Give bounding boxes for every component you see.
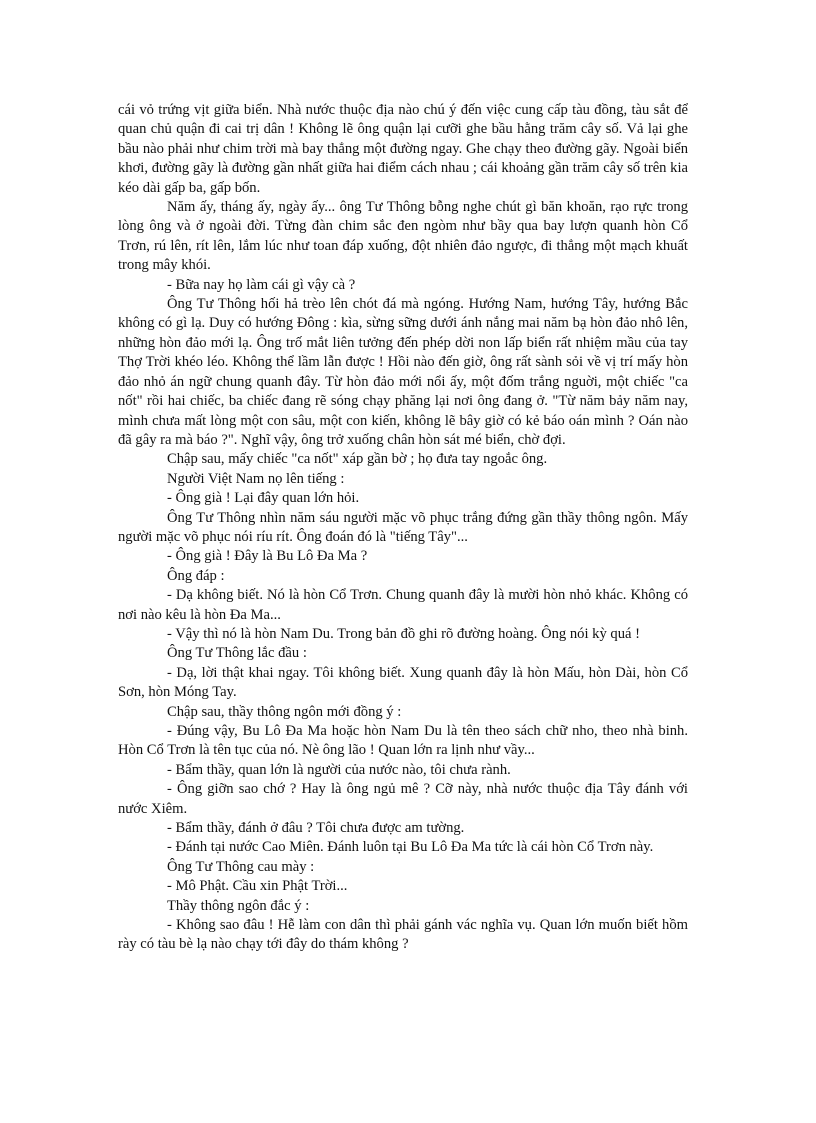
paragraph: Ông Tư Thông nhìn năm sáu người mặc võ phục trắng đứng gần thầy thông ngôn. Mấy người mặc võ phục nói ríu rít. Ông đoán đó là "tiếng Tây"... bbox=[118, 509, 688, 545]
paragraph: - Bẩm thầy, đánh ở đâu ? Tôi chưa được am tường. bbox=[167, 820, 465, 837]
paragraph: - Vậy thì nó là hòn Nam Du. Trong bản đồ ghi rõ đường hoàng. Ông nói kỳ quá ! bbox=[167, 625, 640, 642]
paragraph: Ông Tư Thông cau mày : bbox=[167, 858, 315, 875]
paragraph: Thầy thông ngôn đắc ý : bbox=[167, 897, 310, 914]
paragraph: Ông đáp : bbox=[167, 567, 225, 584]
paragraph: - Dạ, lời thật khai ngay. Tôi không biết. Xung quanh đây là hòn Mấu, hòn Dài, hòn Cổ Sơn, hòn Móng Tay. bbox=[118, 664, 688, 701]
paragraph: Chập sau, thầy thông ngôn mới đồng ý : bbox=[167, 703, 402, 720]
paragraph: Chập sau, mấy chiếc "ca nốt" xáp gần bờ ; họ đưa tay ngoắc ông. bbox=[167, 451, 548, 468]
paragraph: - Đúng vậy, Bu Lô Đa Ma hoặc hòn Nam Du là tên theo sách chữ nho, theo nhà binh. Hòn Cổ Trơn là tên tục của nó. Nè ông lão ! Quan lớn ra lịnh như vầy... bbox=[118, 723, 688, 759]
paragraph: - Ông già ! Đây là Bu Lô Đa Ma ? bbox=[167, 548, 368, 565]
document-page bbox=[118, 101, 688, 955]
paragraph: - Không sao đâu ! Hễ làm con dân thì phải gánh vác nghĩa vụ. Quan lớn muốn biết hồm rày có tàu bè lạ nào chạy tới đây do thám không ? bbox=[118, 917, 688, 953]
paragraph: Năm ấy, tháng ấy, ngày ấy... ông Tư Thông bỗng nghe chút gì băn khoăn, rạo rực trong lòng ông và ở ngoài đời. Từng đàn chim sắc đen ngòm như bầy qua bay lượn quanh hòn Cổ Trơn, rú lên, rít lên, lắm lúc như toan đáp xuống, đột nhiên đảo ngược, đi thẳng một mạch khuất trong mây khói. bbox=[118, 199, 688, 274]
paragraph: - Bẩm thầy, quan lớn là người của nước nào, tôi chưa rành. bbox=[167, 761, 511, 778]
paragraph: - Đánh tại nước Cao Miên. Đánh luôn tại Bu Lô Đa Ma tức là cái hòn Cổ Trơn này. bbox=[167, 839, 654, 856]
paragraph: Ông Tư Thông lắc đầu : bbox=[167, 645, 307, 662]
paragraph: - Bữa nay họ làm cái gì vậy cà ? bbox=[167, 276, 356, 293]
paragraph: - Dạ không biết. Nó là hòn Cổ Trơn. Chung quanh đây là mười hòn nhỏ khác. Không có nơi nào kêu là hòn Đa Ma... bbox=[118, 587, 688, 623]
paragraph: - Mô Phật. Cầu xin Phật Trời... bbox=[167, 878, 348, 895]
paragraph: Ông Tư Thông hối hả trèo lên chót đá mà ngóng. Hướng Nam, hướng Tây, hướng Bắc không có gì lạ. Duy có hướng Đông : kìa, sừng sững dưới ánh nắng mai năm bạ hòn đảo nhô lên, những hòn đảo mới lạ. Ông trố mắt liên tưởng đến phép dời non lấp biển rất nhiệm mầu của tay Thợ Trời khéo léo. Không thể lầm lẫn được ! Hồi nào đến giờ, ông rất sành sỏi về vị trí mấy hòn đảo nhỏ án ngữ chung quanh đây. Từ hòn đảo mới nổi ấy, một đốm trắng nguời, một chiếc "ca nốt" rồi hai chiếc, ba chiếc đang rẽ sóng chạy phăng lại nơi ông đang ở. "Từ năm bảy năm nay, mình chưa mất lòng một con sâu, một con kiến, không lẽ bây giờ có kẻ báo oán mình ? Oán nào đã gây ra mà báo ?". Nghĩ vậy, ông trở xuống chân hòn sát mé biển, chờ đợi. bbox=[118, 296, 688, 448]
paragraph: Người Việt Nam nọ lên tiếng : bbox=[167, 470, 345, 487]
paragraph: cái vỏ trứng vịt giữa biển. Nhà nước thuộc địa nào chú ý đến việc cung cấp tàu đồng, tàu sắt để quan chủ quận đi cai trị dân ! Không lẽ ông quận lại cưỡi ghe bầu hằng trăm cây số. Vả lại ghe bầu nào phải như chim trời mà bay thẳng một đường ngay. Ghe chạy theo đường gãy. Ngoài biển khơi, đường gãy là đường gần nhất giữa hai điểm cách nhau ; cái khoảng gần trăm cây số trên kia kéo dài gấp ba, gấp bốn. bbox=[118, 102, 688, 196]
paragraph: - Ông giỡn sao chớ ? Hay là ông ngủ mê ? Cỡ này, nhà nước thuộc địa Tây đánh với nước Xiêm. bbox=[118, 781, 688, 817]
paragraph: - Ông già ! Lại đây quan lớn hỏi. bbox=[167, 490, 360, 507]
